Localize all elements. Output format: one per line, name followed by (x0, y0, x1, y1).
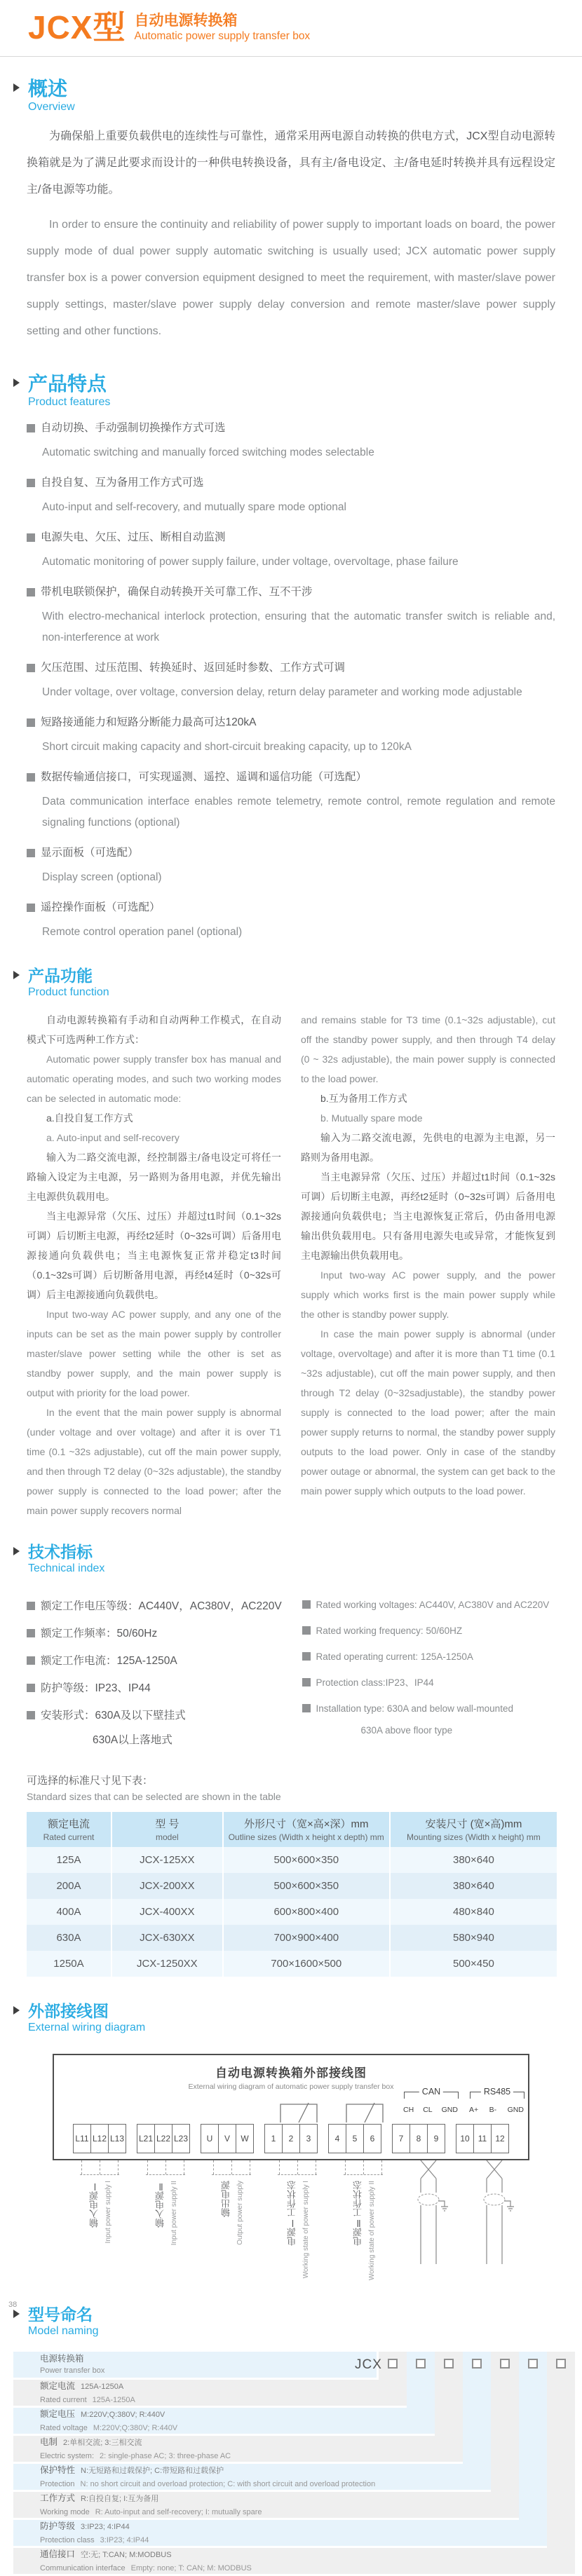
square-bullet-icon (27, 1684, 35, 1692)
feature-item: 自投自复、互为备用工作方式可选 (41, 475, 555, 491)
terminal-group: U V W (201, 2124, 254, 2153)
sizes-table (27, 1812, 557, 1977)
can-label: CAN (419, 2087, 443, 2097)
square-bullet-icon (302, 1678, 311, 1686)
product-title-cn: 自动电源转换箱 (134, 13, 238, 29)
naming-strip (547, 2352, 575, 2574)
section-technical (28, 1543, 582, 1575)
naming-row: 保护特性 N:无短路和过载保护; C:带短路和过载保护 Protection N: no short circuit and overload protection; C: with short circuit and overload protection (13, 2464, 491, 2490)
wiring-title-en: External wiring diagram (28, 2022, 146, 2033)
naming-row: 工作方式 R:自投自复; I:互为备用 Working mode R: Auto-input and self-recovery; I: mutually spare (13, 2492, 519, 2518)
terminal-group: 4 5 6 (329, 2124, 381, 2153)
wire-group: 电源Ⅱ工作状态 Working state of power supply II (336, 2160, 391, 2293)
wiring-title-cn: 外部接线图 (28, 2002, 109, 2020)
section-features (28, 373, 582, 409)
square-bullet-icon (27, 1602, 35, 1610)
feature-item: 带机电联锁保护，确保自动转换开关可靠工作、互不干涉 (41, 584, 555, 601)
sizes-intro-cn: 可选择的标准尺寸见下表： (27, 1775, 154, 1787)
terminal-group: 10 11 12 (456, 2124, 509, 2153)
technical-right-column: Rated working voltages: AC440V, AC380V and AC220V Rated working frequency: 50/60HZ Rated operating current: 125A-1250A Protection class:IP23、IP44 Installation type: 630A and below wall-mounted 630A above floor type (316, 1586, 555, 1747)
code-box (528, 2359, 538, 2369)
overview-title-cn: 概述 (28, 78, 68, 100)
section-marker-icon (13, 1547, 20, 1555)
wire-group: 输入电源Ⅰ Input power supply I (72, 2160, 127, 2293)
naming-row: 电源转换箱 Power transfer box (13, 2352, 377, 2378)
page-header (0, 0, 582, 46)
table-row: 125A JCX-125XX 500×600×350 380×640 (27, 1847, 557, 1873)
technical-title-cn: 技术指标 (28, 1543, 93, 1561)
terminal-group: L11 L12 L13 (74, 2124, 126, 2153)
contact-symbol-icon (337, 2099, 392, 2124)
overview-title-en: Overview (28, 101, 75, 113)
naming-strip (519, 2352, 547, 2546)
can-pins: CH CL GND (403, 2106, 458, 2114)
code-box (472, 2359, 482, 2369)
section-overview (28, 78, 582, 114)
diagram-title-cn: 自动电源转换箱外部接线图 (215, 2066, 367, 2080)
contact-symbol-icon (271, 2099, 326, 2124)
square-bullet-icon (27, 533, 35, 542)
table-row: 630A JCX-630XX 700×900×400 580×940 (27, 1925, 557, 1951)
section-naming (28, 2305, 582, 2338)
technical-title-en: Technical index (28, 1562, 105, 1574)
wiring-labels-row (72, 2160, 582, 2293)
header-divider (0, 56, 582, 57)
square-bullet-icon (27, 424, 35, 432)
technical-left-column: 额定工作电压等级：AC440V，AC380V，AC220V 额定工作频率：50/60Hz 额定工作电流：125A-1250A 防护等级：IP23、IP44 安装形式：630A及以下壁挂式 630A以上落地式 (41, 1586, 292, 1747)
naming-row: 额定电流 125A-1250A Rated current 125A-1250A (13, 2380, 407, 2406)
feature-item: 数据传输通信接口，可实现遥测、遥控、遥调和遥信功能（可选配） (41, 769, 555, 786)
table-row: 1250A JCX-1250XX 700×1600×500 500×450 (27, 1951, 557, 1977)
section-wiring (28, 2002, 582, 2034)
square-bullet-icon (27, 664, 35, 672)
function-right-column: and remains stable for T3 time (0.1~32s adjustable), cut off the standby power supply, and then through T4 delay (0 ~ 32s adjustable), the main power supply is connected to the load power. b.互为备用工作方式 b. Mutually spare mode 输入为二路交流电源，先供电的电源为主电源，另一路则为备用电源。 当主电源异常（欠压、过压）并超过t1时间（0.1~32s可调）后切断主电源，再经t2延时（0~32s可调）后备用电源接通向负载供电；当主电源恢复正常后，仍由备用电源输出供负载用电。只有备用电源失电或异常，才能恢复到主电源输出供负载用电。 Input two-way AC power supply, and the power supply which works first is the main power supply while the other is standby power supply. In case the main power supply is abnormal (under voltage, overvoltage) and after it is more than T1 time (0.1 ~32s adjustable), cut off the main power supply, and then through T2 delay (0~32sadjustable), the standby power supply is connected to the load power; after the main power supply returns to normal, the standby power supply outputs to the load power. Only in case of the standby power outage or abnormal, the system can get back to the main power supply which outputs to the load power. (301, 1014, 555, 1497)
wire-group: 电源Ⅰ工作状态 Working state of power supply I (270, 2160, 325, 2293)
wire-group: 输出电源 Output power supply (204, 2160, 259, 2293)
section-marker-icon (13, 971, 20, 979)
naming-row: 通信接口 空:无; T:CAN; M:MODBUS Communication interface Empty: none; T: CAN; M: MODBUS (13, 2548, 575, 2574)
code-box (444, 2359, 454, 2369)
terminal-group: 7 8 9 (393, 2124, 445, 2153)
square-bullet-icon (302, 1626, 311, 1635)
feature-item: 欠压范围、过压范围、转换延时、返回延时参数、工作方式可调 (41, 660, 555, 676)
feature-item: 短路接通能力和短路分断能力最高可达120kA (41, 714, 555, 731)
model-naming-chart (13, 2352, 578, 2576)
naming-row: 电制 2:单相交流; 3:三相交流 Electric system: 2: single-phase AC; 3: three-phase AC (13, 2436, 463, 2462)
section-marker-icon (13, 2310, 20, 2318)
product-model: JCX型 (28, 9, 126, 46)
table-row: 200A JCX-200XX 500×600×350 380×640 (27, 1873, 557, 1899)
section-marker-icon (13, 2006, 20, 2015)
function-left-column: 自动电源转换箱有手动和自动两种工作模式，在自动模式下可选两种工作方式： Automatic power supply transfer box has manual and automatic operating modes, and such two working modes can be selected in automatic mode: a.自投自复工作方式 a. Auto-input and self-recovery 输入为二路交流电源，经控制器主/备电设定可将任一路输入设定为主电源，另一路则为备用电源，并优先输出主电源供负载用电。 当主电源异常（欠压、过压）并超过t1时间（0.1~32s可调）后切断主电源，再经t2延时（0~32s可调）后备用电源接通向负载供电；当主电源恢复正常并稳定t3时间（0.1~32s可调）后切断备用电源，再经t4延时（0~32s可调）后主电源接通向负载供电。 Input two-way AC power supply, and any one of the inputs can be set as the main power supply by controller master/slave power setting while the other is set as standby power supply, and the main power supply is output with priority for the load power. In the event that the main power supply is abnormal (under voltage and over voltage) and after it is over T1 time (0.1 ~32s adjustable), cut off the main power supply, and then through T2 delay (0~32s adjustable), the standby power supply is connected to the load power; after the main power supply recovers normal (27, 1014, 281, 1516)
square-bullet-icon (27, 773, 35, 782)
page-number: 38 (8, 2301, 18, 2309)
code-box (556, 2359, 566, 2369)
square-bullet-icon (302, 1652, 311, 1661)
square-bullet-icon (27, 588, 35, 597)
code-box (416, 2359, 426, 2369)
code-box (388, 2359, 398, 2369)
square-bullet-icon (27, 849, 35, 857)
table-row: 400A JCX-400XX 600×800×400 480×840 (27, 1899, 557, 1925)
table-header-row: 额定电流 Rated current 型 号 model 外形尺寸（宽×高×深）mm Outline sizes (Width x height x depth) mm 安装尺寸 (宽×高)mm Mounting sizes (Width x height) mm (27, 1812, 557, 1847)
naming-row: 额定电压 M:220V;Q:380V; R:440V Rated voltage M:220V;Q:380V; R:440V (13, 2408, 435, 2434)
features-title-cn: 产品特点 (28, 373, 107, 395)
square-bullet-icon (302, 1600, 311, 1609)
feature-item: 自动切换、手动强制切换操作方式可选 (41, 420, 555, 437)
twisted-pair-icon (410, 2160, 449, 2265)
overview-paragraph-cn: 为确保船上重要负载供电的连续性与可靠性，通常采用两电源自动转换的供电方式，JCX型自动电源转换箱就是为了满足此要求而设计的一种供电转换设备，具有主/备电设定、主/备电延时转换并具有远程设定主/备电源等功能。 (27, 130, 555, 196)
feature-item: 显示面板（可选配） (41, 845, 555, 861)
rs485-pins: A+ B- GND (469, 2106, 524, 2114)
function-title-en: Product function (28, 986, 109, 998)
naming-title-cn: 型号命名 (28, 2305, 93, 2324)
section-function (28, 967, 582, 999)
terminal-group: L21 L22 L23 (137, 2124, 190, 2153)
feature-item: 遥控操作面板（可选配） (41, 899, 555, 916)
model-prefix: JCX (355, 2357, 382, 2372)
sizes-intro-en: Standard sizes that can be selected are shown in the table (27, 1791, 281, 1802)
wire-group (402, 2160, 456, 2293)
square-bullet-icon (27, 479, 35, 487)
section-marker-icon (13, 379, 20, 387)
features-list: 自动切换、手动强制切换操作方式可选 Automatic switching and manually forced switching modes selectable 自投自复、互为备用工作方式可选 Auto-input and self-recovery, and mutually spare mode optional 电源失电、欠压、过压、断相自动监测 Automatic monitoring of power supply failure, under voltage, overvoltage, phase failure 带机电联锁保护，确保自动转换开关可靠工作、互不干涉 With electro-mechanical interlock protection, ensuring that the automatic transfer switch is reliable and, non-interference at work 欠压范围、过压范围、转换延时、返回延时参数、工作方式可调 Under voltage, over voltage, conversion delay, return delay parameter and working mode adjustable 短路接通能力和短路分断能力最高可达120kA Short circuit making capacity and short-circuit breaking capacity, up to 120kA 数据传输通信接口，可实现遥测、遥控、遥调和遥信功能（可选配） Data communication interface enables remote telemetry, remote control, remote regulation and remote signaling functions (optional) 显示面板（可选配） Display screen (optional) 遥控操作面板（可选配） Remote control operation panel (optional) (41, 420, 555, 943)
wire-group (468, 2160, 522, 2293)
naming-row: 防护等级 3:IP23; 4:IP44 Protection class 3:IP23; 4:IP44 (13, 2520, 547, 2546)
wiring-diagram-box (53, 2054, 529, 2160)
can-bracket (404, 2087, 459, 2099)
function-columns (27, 1010, 555, 1520)
square-bullet-icon (27, 1711, 35, 1719)
section-marker-icon (13, 83, 20, 92)
square-bullet-icon (27, 1629, 35, 1637)
square-bullet-icon (302, 1704, 311, 1712)
terminal-group: 1 2 3 (265, 2124, 318, 2153)
square-bullet-icon (27, 718, 35, 727)
twisted-pair-icon (475, 2160, 515, 2265)
technical-lists (41, 1586, 555, 1747)
naming-title-en: Model naming (28, 2325, 99, 2337)
feature-item: 电源失电、欠压、过压、断相自动监测 (41, 529, 555, 546)
square-bullet-icon (27, 904, 35, 912)
rs485-bracket (470, 2087, 525, 2099)
rs485-label: RS485 (481, 2087, 513, 2097)
features-title-en: Product features (28, 396, 111, 408)
overview-paragraph-en: In order to ensure the continuity and reliability of power supply to important loads on board, the power supply mode of dual power supply automatic switching is usually used; JCX automatic power supply transfer box is a power conversion equipment designed to meet the requirement, with master/slave power supply settings, master/slave power supply delay conversion and remote master/slave power supply setting and other functions. (27, 219, 555, 337)
function-title-cn: 产品功能 (28, 967, 93, 985)
diagram-title-en: External wiring diagram of automatic power supply transfer box (188, 2083, 394, 2091)
product-title-en: Automatic power supply transfer box (134, 30, 311, 42)
wire-group: 输入电源Ⅱ Input power supply II (138, 2160, 193, 2293)
square-bullet-icon (27, 1656, 35, 1665)
code-box (500, 2359, 510, 2369)
terminal-strip (74, 2124, 509, 2153)
